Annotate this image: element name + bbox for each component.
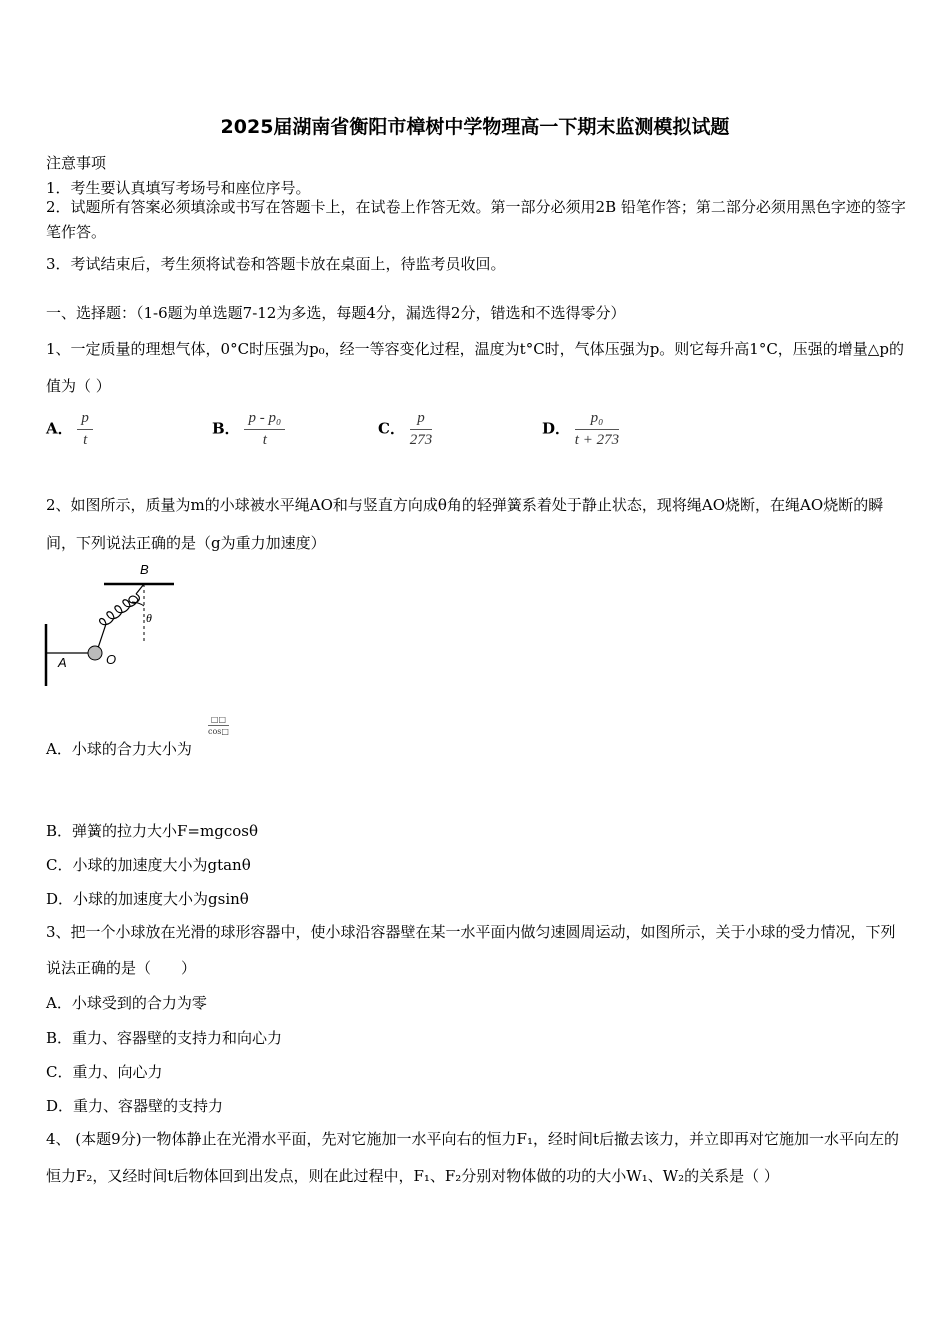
q3-option-c[interactable]: C．重力、向心力 xyxy=(46,1063,163,1081)
option-label: B． xyxy=(212,419,240,438)
section-heading: 一、选择题：（1-6题为单选题7-12为多选，每题4分，漏选得2分，错选和不选得零分） xyxy=(46,304,626,322)
label-a: A xyxy=(58,655,67,670)
fraction: $\frac{\text{p₀}}{t + 273}$ xyxy=(574,410,620,448)
q2-stem: 2、如图所示，质量为m的小球被水平绳AO和与竖直方向成θ角的轻弹簧系着处于静止状态，现将绳AO烧断，在绳AO烧断的瞬间，下列说法正确的是（g为重力加速度） xyxy=(46,496,884,552)
notice-item-3: 3．考试结束后，考生须将试卷和答题卡放在桌面上，待监考员收回。 xyxy=(46,255,506,273)
label-theta: θ xyxy=(146,611,152,625)
label-o: O xyxy=(106,652,117,667)
fraction: $\frac{p}{t}$ xyxy=(77,410,93,449)
fraction: $\frac{\text{p - p₀}}{t}$ xyxy=(244,410,285,449)
option-label: A． xyxy=(46,419,73,438)
q3-option-d[interactable]: D．重力、容器壁的支持力 xyxy=(46,1097,224,1115)
q2-option-a[interactable]: A．小球的合力大小为 xyxy=(46,740,192,758)
fraction: $\frac{p}{273}$ xyxy=(409,410,433,448)
q4-stem: 4、 (本题9分)一物体静止在光滑水平面，先对它施加一水平向右的恒力F₁，经时间t后撤去该力，并立即再对它施加一水平向左的恒力F₂，又经时间t后物体回到出发点，则在此过程中，F₁、F₂分别对物体做的功的大小W₁、W₂的关系是（ ） xyxy=(46,1130,900,1185)
label-b: B xyxy=(140,562,149,577)
notice-item-1: 1．考生要认真填写考场号和座位序号。 xyxy=(46,179,311,197)
q1-option-a[interactable] xyxy=(46,410,93,449)
q2-option-b[interactable]: B．弹簧的拉力大小F=mgcosθ xyxy=(46,822,258,840)
q3-option-b[interactable]: B．重力、容器壁的支持力和向心力 xyxy=(46,1029,283,1047)
q1-option-b[interactable] xyxy=(212,410,285,449)
q2-option-a-fraction: $\frac{□□}{\cos□}$ xyxy=(208,715,229,736)
notice-heading: 注意事项 xyxy=(46,154,107,172)
q1-option-c[interactable] xyxy=(378,410,432,449)
q2-option-d[interactable]: D．小球的加速度大小为gsinθ xyxy=(46,890,249,908)
spring-ball-figure xyxy=(40,560,185,690)
q2-option-c[interactable]: C．小球的加速度大小为gtanθ xyxy=(46,856,251,874)
option-label: C． xyxy=(378,419,405,438)
option-label: D． xyxy=(542,419,571,438)
q1-stem: 1、一定质量的理想气体，0°C时压强为p₀，经一等容变化过程，温度为t°C时，气体压强为p。则它每升高1°C，压强的增量△p的值为（ ） xyxy=(46,340,904,395)
q3-option-a[interactable]: A．小球受到的合力为零 xyxy=(46,994,207,1012)
ball xyxy=(88,646,102,660)
q3-stem: 3、把一个小球放在光滑的球形容器中，使小球沿容器壁在某一水平面内做匀速圆周运动，如图所示，关于小球的受力情况，下列说法正确的是（ ） xyxy=(46,923,896,977)
spring-top xyxy=(136,584,144,594)
page-title: 2025届湖南省衡阳市樟树中学物理高一下期末监测模拟试题 xyxy=(220,116,730,138)
notice-item-2: 2．试题所有答案必须填涂或书写在答题卡上，在试卷上作答无效。第一部分必须用2B 铅笔作答；第二部分必须用黑色字迹的签字笔作答。 xyxy=(46,198,906,241)
q1-option-d[interactable] xyxy=(542,410,619,449)
